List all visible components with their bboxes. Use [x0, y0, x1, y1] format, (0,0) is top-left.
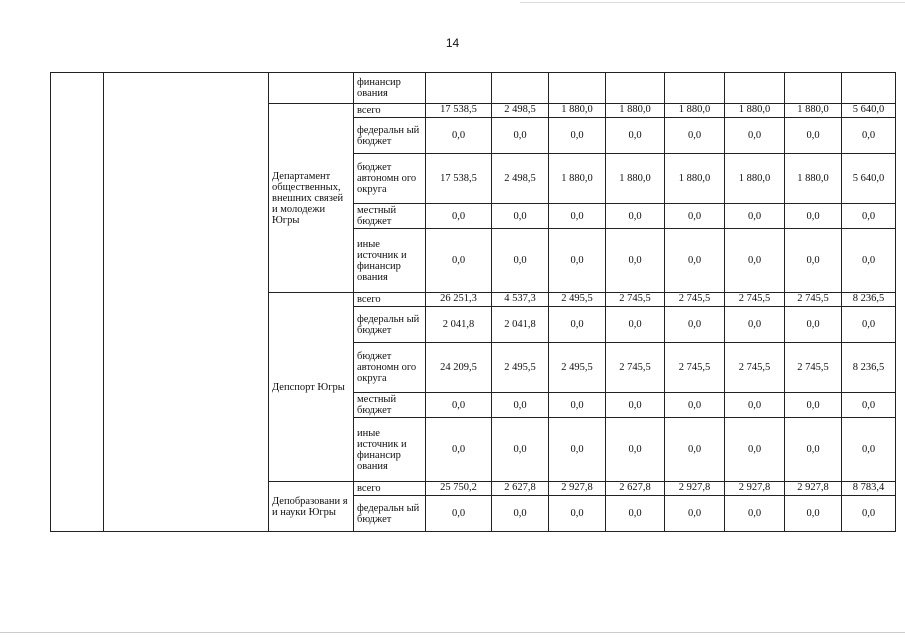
- funding-source-total: всего: [354, 482, 426, 496]
- amount-cell: 0,0: [606, 496, 665, 532]
- amount-cell: 0,0: [785, 418, 842, 482]
- funding-source-other: иные источник и финансир ования: [354, 229, 426, 293]
- amount-cell: 0,0: [785, 496, 842, 532]
- amount-cell: 25 750,2: [426, 482, 492, 496]
- funding-source-federal: федеральн ый бюджет: [354, 496, 426, 532]
- funding-source-local: местный бюджет: [354, 204, 426, 229]
- amount-cell: 0,0: [426, 393, 492, 418]
- funding-source-district: бюджет автономн ого округа: [354, 343, 426, 393]
- amount-cell: 1 880,0: [549, 154, 606, 204]
- amount-cell: 0,0: [606, 393, 665, 418]
- amount-cell: 0,0: [842, 393, 896, 418]
- amount-cell: 2 745,5: [785, 343, 842, 393]
- amount-cell: 0,0: [785, 204, 842, 229]
- cell-col-1: [51, 73, 104, 532]
- amount-cell: 8 236,5: [842, 293, 896, 307]
- amount-cell: 2 927,8: [549, 482, 606, 496]
- amount-cell: 0,0: [785, 118, 842, 154]
- amount-cell: 1 880,0: [665, 104, 725, 118]
- amount-cell: 0,0: [665, 118, 725, 154]
- amount-cell: 1 880,0: [549, 104, 606, 118]
- amount-cell: 2 627,8: [606, 482, 665, 496]
- amount-cell: 8 783,4: [842, 482, 896, 496]
- amount-cell: 1 880,0: [606, 104, 665, 118]
- funding-source-label: финансир ования: [354, 73, 426, 104]
- amount-cell: 2 041,8: [426, 307, 492, 343]
- amount-cell: 2 495,5: [492, 343, 549, 393]
- amount-cell: 2 627,8: [492, 482, 549, 496]
- amount-cell: 0,0: [492, 118, 549, 154]
- amount-cell: 24 209,5: [426, 343, 492, 393]
- amount-cell: 0,0: [606, 418, 665, 482]
- amount-cell: 8 236,5: [842, 343, 896, 393]
- amount-cell: 0,0: [426, 118, 492, 154]
- amount-cell: 0,0: [549, 204, 606, 229]
- amount-cell: 2 927,8: [725, 482, 785, 496]
- amount-cell: 0,0: [842, 496, 896, 532]
- amount-cell: 0,0: [725, 393, 785, 418]
- amount-cell: 0,0: [725, 418, 785, 482]
- amount-cell: 26 251,3: [426, 293, 492, 307]
- amount-cell: 1 880,0: [785, 154, 842, 204]
- amount-cell: 0,0: [665, 496, 725, 532]
- amount-cell: 0,0: [665, 418, 725, 482]
- scan-artifact-top: [520, 2, 905, 3]
- amount-cell: 1 880,0: [725, 104, 785, 118]
- amount-cell: 2 745,5: [725, 343, 785, 393]
- amount-cell: 0,0: [606, 229, 665, 293]
- cell-col-2: [104, 73, 269, 532]
- amount-cell: 0,0: [842, 204, 896, 229]
- amount-cell: 2 745,5: [606, 343, 665, 393]
- amount-cell: 5 640,0: [842, 154, 896, 204]
- budget-table: [50, 72, 896, 532]
- amount-cell: 0,0: [665, 204, 725, 229]
- amount-cell: 0,0: [725, 496, 785, 532]
- amount-cell: 0,0: [842, 307, 896, 343]
- amount-cell: 0,0: [785, 229, 842, 293]
- amount-cell: 0,0: [492, 393, 549, 418]
- amount-cell: 2 041,8: [492, 307, 549, 343]
- amount-cell: 0,0: [492, 204, 549, 229]
- amount-cell: 2 745,5: [606, 293, 665, 307]
- executor-name: Депобразовани я и науки Югры: [269, 482, 354, 532]
- amount-cell: 0,0: [606, 204, 665, 229]
- amount-cell: 1 880,0: [785, 104, 842, 118]
- amount-cell: 0,0: [549, 307, 606, 343]
- amount-cell: 0,0: [549, 496, 606, 532]
- amount-cell: 2 927,8: [785, 482, 842, 496]
- amount-cell: 4 537,3: [492, 293, 549, 307]
- amount-cell: 0,0: [665, 229, 725, 293]
- executor-name: Депспорт Югры: [269, 293, 354, 482]
- amount-cell: 2 498,5: [492, 154, 549, 204]
- cell-executor-empty: [269, 73, 354, 104]
- amount-cell: 0,0: [725, 229, 785, 293]
- amount-cell: 5 640,0: [842, 104, 896, 118]
- amount-cell: 2 745,5: [665, 343, 725, 393]
- amount-cell: 0,0: [426, 496, 492, 532]
- amount-cell: 2 495,5: [549, 343, 606, 393]
- scan-artifact-bottom: [0, 632, 905, 633]
- funding-source-total: всего: [354, 104, 426, 118]
- funding-source-total: всего: [354, 293, 426, 307]
- amount-cell: 0,0: [842, 418, 896, 482]
- amount-cell: 17 538,5: [426, 104, 492, 118]
- amount-cell: 0,0: [549, 393, 606, 418]
- funding-source-federal: федеральн ый бюджет: [354, 307, 426, 343]
- amount-cell: 0,0: [426, 204, 492, 229]
- funding-source-district: бюджет автономн ого округа: [354, 154, 426, 204]
- amount-cell: 0,0: [606, 307, 665, 343]
- amount-cell: 0,0: [842, 118, 896, 154]
- table-row: [51, 73, 896, 104]
- amount-cell: 0,0: [492, 418, 549, 482]
- amount-cell: 0,0: [842, 229, 896, 293]
- amount-cell: 0,0: [785, 307, 842, 343]
- amount-cell: 0,0: [665, 393, 725, 418]
- amount-cell: 0,0: [665, 307, 725, 343]
- amount-cell: 0,0: [785, 393, 842, 418]
- amount-cell: 2 745,5: [725, 293, 785, 307]
- amount-cell: 2 745,5: [785, 293, 842, 307]
- amount-cell: 0,0: [492, 496, 549, 532]
- amount-cell: 0,0: [492, 229, 549, 293]
- amount-cell: 1 880,0: [606, 154, 665, 204]
- amount-cell: 0,0: [426, 418, 492, 482]
- amount-cell: 17 538,5: [426, 154, 492, 204]
- amount-cell: 1 880,0: [665, 154, 725, 204]
- funding-source-other: иные источник и финансир ования: [354, 418, 426, 482]
- amount-cell: 0,0: [725, 307, 785, 343]
- amount-cell: 0,0: [606, 118, 665, 154]
- amount-cell: 1 880,0: [725, 154, 785, 204]
- amount-cell: 0,0: [549, 418, 606, 482]
- amount-cell: 0,0: [549, 118, 606, 154]
- amount-cell: 0,0: [549, 229, 606, 293]
- amount-cell: 2 498,5: [492, 104, 549, 118]
- executor-name: Департамент общественных, внешних связей и молодежи Югры: [269, 104, 354, 293]
- funding-source-local: местный бюджет: [354, 393, 426, 418]
- amount-cell: 0,0: [725, 204, 785, 229]
- amount-cell: 0,0: [725, 118, 785, 154]
- amount-cell: 2 927,8: [665, 482, 725, 496]
- amount-cell: 2 745,5: [665, 293, 725, 307]
- amount-cell: 2 495,5: [549, 293, 606, 307]
- page-number: 14: [445, 36, 460, 50]
- funding-source-federal: федеральн ый бюджет: [354, 118, 426, 154]
- amount-cell: 0,0: [426, 229, 492, 293]
